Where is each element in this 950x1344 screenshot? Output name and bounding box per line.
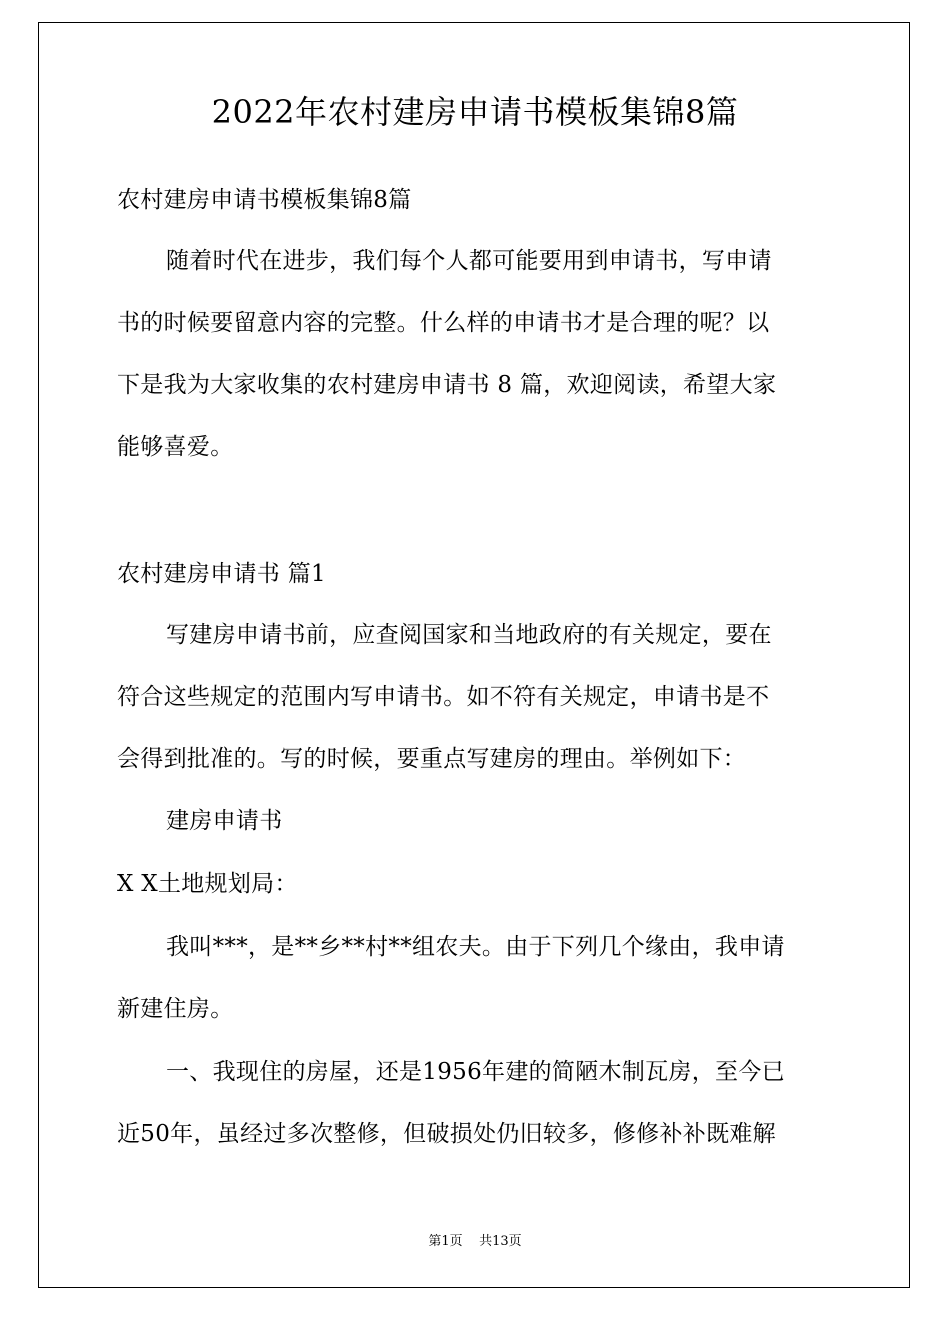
letter-addressee: X X土地规划局： [117,871,298,897]
paragraph-line: 书的时候要留意内容的完整。什么样的申请书才是合理的呢？以 [117,310,770,336]
paragraph-line: 一、我现住的房屋，还是1956年建的简陋木制瓦房，至今已 [166,1059,785,1085]
section-heading: 农村建房申请书 篇1 [117,561,326,587]
paragraph-line: 能够喜爱。 [117,434,234,460]
document-title: 2022年农村建房申请书模板集锦8篇 [211,93,739,131]
paragraph-line: 会得到批准的。写的时候，要重点写建房的理由。举例如下： [117,746,747,772]
paragraph-line: 新建住房。 [117,996,234,1022]
page-number: 第1页 [428,1234,463,1249]
paragraph-line: 随着时代在进步，我们每个人都可能要用到申请书，写申请 [166,248,772,274]
page-footer [0,1232,950,1252]
paragraph-line: 我叫***，是**乡**村**组农夫。由于下列几个缘由，我申请 [166,934,785,960]
letter-title: 建房申请书 [166,808,283,834]
page-total: 共13页 [479,1234,522,1249]
paragraph-line: 下是我为大家收集的农村建房申请书 8 篇，欢迎阅读，希望大家 [117,372,777,398]
paragraph-line: 符合这些规定的范围内写申请书。如不符有关规定，申请书是不 [117,684,770,710]
paragraph-line: 近50年，虽经过多次整修，但破损处仍旧较多，修修补补既难解 [117,1121,776,1147]
paragraph-line: 写建房申请书前，应查阅国家和当地政府的有关规定，要在 [166,622,772,648]
document-subtitle: 农村建房申请书模板集锦8篇 [117,187,412,213]
